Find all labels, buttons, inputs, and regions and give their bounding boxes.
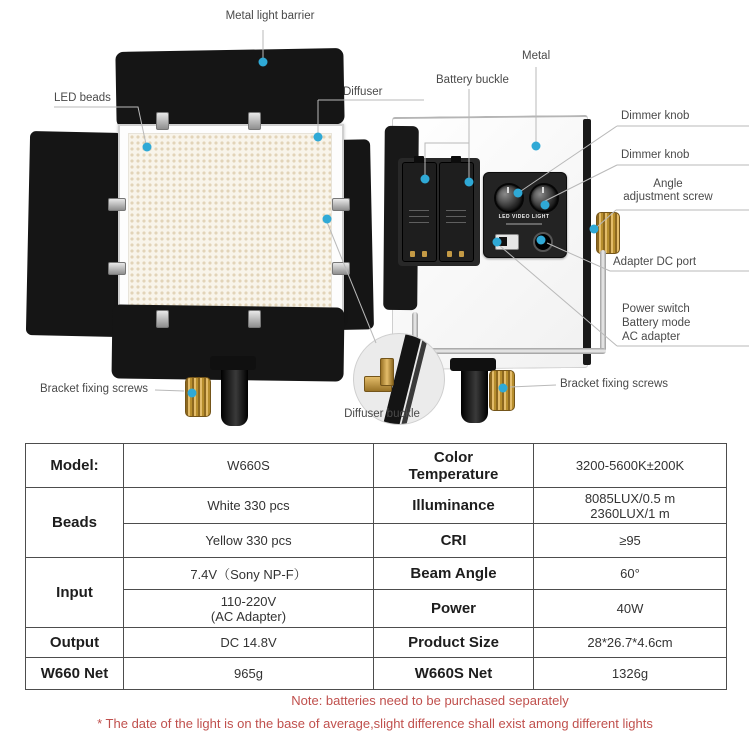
input-label: Input [26,558,124,628]
dot-dimmer-top [514,189,523,198]
callout-diffuser [343,86,382,99]
product-size-value: 28*26.7*4.6cm [534,628,727,658]
callout-metal-light-barrier [195,10,345,23]
note-text: * The date of the light is on the base of average,slight difference shall exist among different lights [97,716,653,731]
callout-text: Dimmer knob [621,149,690,161]
dot-led-beads [143,143,152,152]
model-label: Model: [26,444,124,488]
line-dimmer-bottom [543,165,617,202]
dot-battery-buckle-2 [465,178,474,187]
table-row [26,524,727,558]
line-angle [597,210,616,227]
line-led-beads [54,107,146,144]
callout-text: Battery mode [622,317,691,329]
callout-bracket-fixing-screws-right [560,378,668,391]
note-text: Note: batteries need to be purchased separately [291,693,569,708]
callout-line [613,191,723,204]
callout-text: Angle [653,178,683,190]
callout-text: Diffuser buckle [344,408,420,420]
line-battery-buckle-branch [425,143,469,175]
note-disclaimer [0,716,750,731]
callout-text: Bracket fixing screws [560,378,669,390]
table-row [26,488,727,524]
model-value: W660S [124,444,374,488]
note-batteries [55,693,750,708]
input-ac-line1: 110-220V [220,593,277,609]
callout-metal [522,50,550,63]
callout-angle-adjustment-screw [613,178,723,204]
dot-metal-light-barrier [259,58,268,67]
color-temperature-label-text: Color Temperature [408,448,499,483]
table-row [26,590,727,628]
output-label: Output [26,628,124,658]
w660s-net-label: W660S Net [374,658,534,690]
callout-text: Diffuser [343,86,383,98]
callout-text: Bracket fixing screws [40,383,149,395]
w660s-net-value: 1326g [534,658,727,690]
power-value: 40W [534,590,727,628]
dot-bracket-right [499,384,508,393]
callout-text: LED beads [54,92,111,104]
color-temperature-label [374,444,534,488]
beam-angle-value: 60° [534,558,727,590]
spec-table [25,443,727,690]
dot-bracket-left [188,389,197,398]
line-adapter [547,243,610,271]
callout-text: Dimmer knob [621,110,690,122]
table-row [26,628,727,658]
dot-dimmer-bottom [541,201,550,210]
dot-angle-screw [590,225,599,234]
control-panel-title: LED VIDEO LIGHT [498,214,550,220]
callout-adapter-dc-port [613,256,696,269]
table-row [26,658,727,690]
input-ac-line2: (AC Adapter) [210,608,287,624]
input-ac-value [124,590,374,628]
dot-diffuser [314,133,323,142]
w660-net-value: 965g [124,658,374,690]
dot-battery-buckle-1 [421,175,430,184]
illuminance-label: Illuminance [374,488,534,524]
callout-power-switch-block [622,302,690,344]
callout-bracket-fixing-screws-left [40,383,148,396]
callout-text: Metal [522,50,551,62]
dot-power-switch [493,238,502,247]
color-temperature-value: 3200-5600K±200K [534,444,727,488]
line-bracket-right [510,385,556,387]
line-bracket-left [155,390,184,391]
dot-metal [532,142,541,151]
w660-net-label: W660 Net [26,658,124,690]
cri-value: ≥95 [534,524,727,558]
callout-led-beads [54,92,111,105]
product-size-label: Product Size [374,628,534,658]
callout-text: Battery buckle [436,74,509,86]
callout-line [613,178,723,191]
input-battery-value: 7.4V（Sony NP-F） [124,558,374,590]
callout-text: AC adapter [622,331,681,343]
beads-white-value: White 330 pcs [124,488,374,524]
cri-label: CRI [374,524,534,558]
callout-dimmer-knob-bottom [621,149,689,162]
line-magnifier [327,222,376,343]
callout-line [622,330,690,344]
callout-line [622,302,690,316]
line-dimmer-top [521,126,617,191]
callout-text: Adapter DC port [613,256,697,268]
power-label: Power [374,590,534,628]
callout-text: Power switch [622,303,690,315]
callout-diffuser-buckle [327,408,437,421]
callout-dots [143,58,599,398]
callout-line [622,316,690,330]
illuminance-line2: 2360LUX/1 m [590,505,670,521]
dot-diffuser-buckle-origin [323,215,332,224]
dot-dc-port [537,236,546,245]
callout-battery-buckle [436,74,509,87]
output-value: DC 14.8V [124,628,374,658]
line-power [500,246,617,346]
beads-label: Beads [26,488,124,558]
beam-angle-label: Beam Angle [374,558,534,590]
beads-yellow-value: Yellow 330 pcs [124,524,374,558]
callout-dimmer-knob-top [621,110,689,123]
table-row [26,444,727,488]
callout-text: Metal light barrier [225,10,315,22]
illuminance-value [534,488,727,524]
table-row [26,558,727,590]
callout-text: adjustment screw [623,191,713,203]
illuminance-line1: 8085LUX/0.5 m [584,490,676,506]
